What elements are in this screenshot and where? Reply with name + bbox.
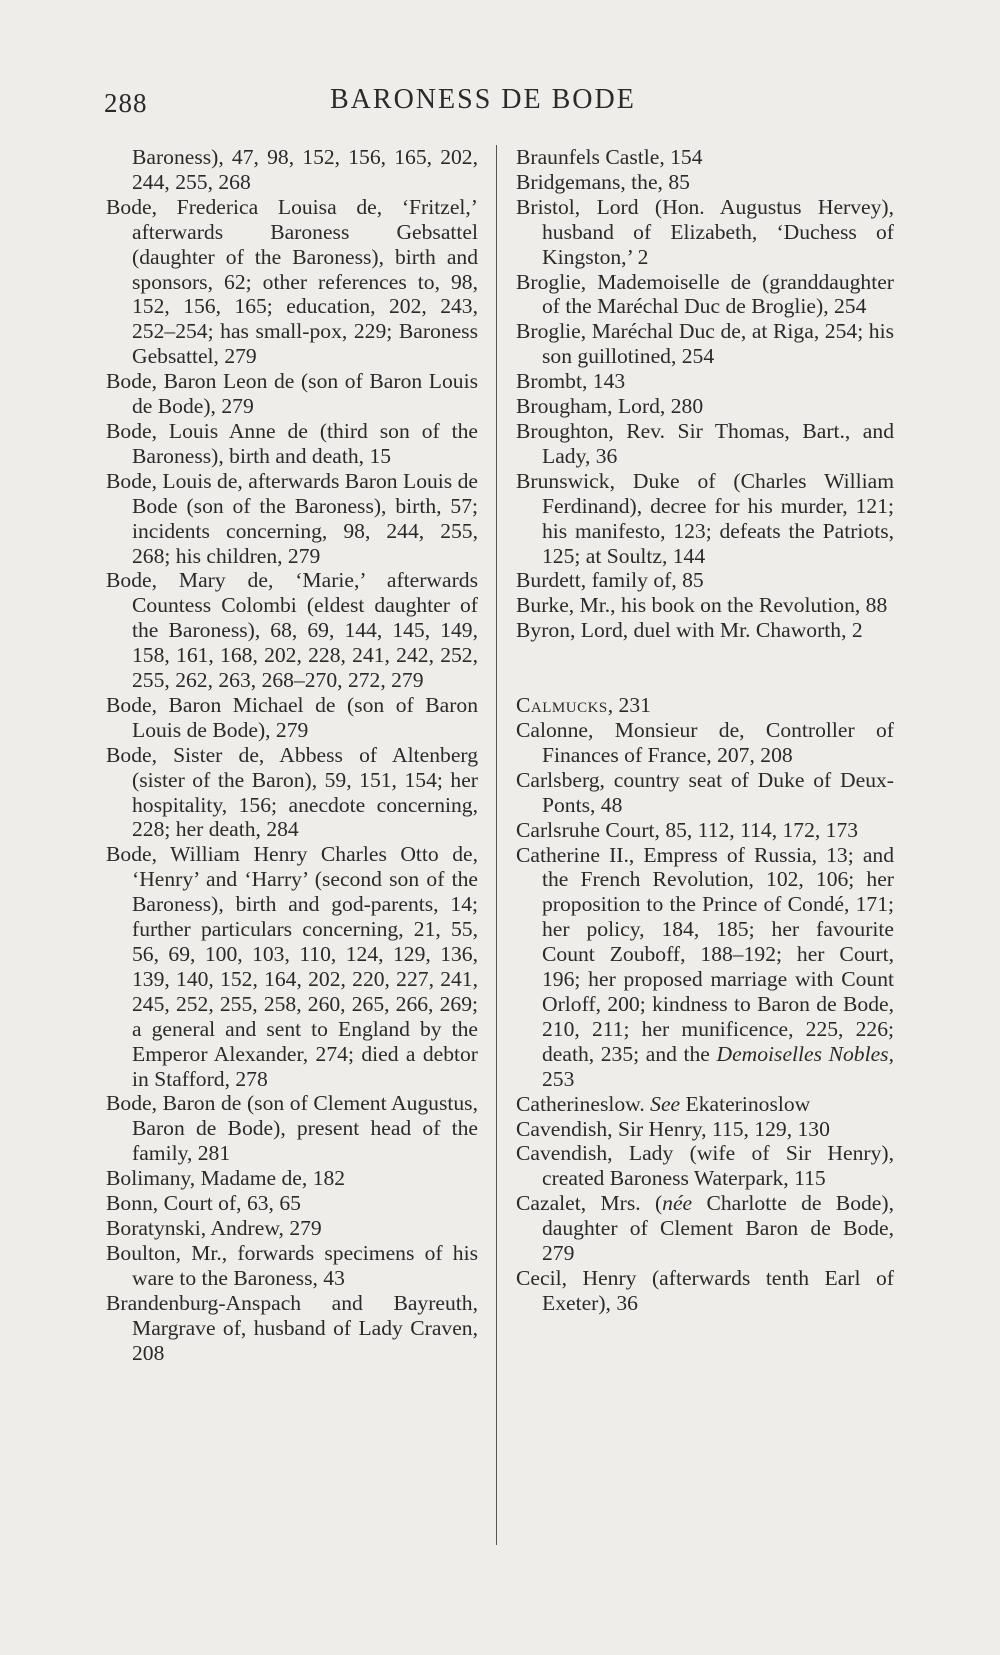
index-column-right xyxy=(516,145,894,1316)
index-entry: Byron, Lord, duel with Mr. Chaworth, 2 xyxy=(516,618,863,643)
entry-text: Cazalet, Mrs. ( xyxy=(516,1191,663,1216)
index-entry-section-start xyxy=(516,693,894,718)
index-entry xyxy=(516,1092,894,1117)
index-entry: Baroness), 47, 98, 152, 156, 165, 202, 244, 255, 268 xyxy=(132,145,478,194)
entry-italic: See xyxy=(650,1091,681,1116)
entry-italic: Demoiselles Nobles xyxy=(716,1041,889,1066)
index-entry: Broglie, Mademoiselle de (granddaughter of the Maréchal Duc de Broglie), 254 xyxy=(516,269,894,319)
index-entry: Cavendish, Lady (wife of Sir Henry), created Baroness Waterpark, 115 xyxy=(516,1141,894,1191)
index-entry: Bolimany, Madame de, 182 xyxy=(106,1166,346,1191)
entry-text: Catherine II., Empress of Russia, 13; and the French Revolution, 102, 106; her proposition to the Prince of Condé, 171; her policy, 184, 185; her favourite Count Zouboff, 188–192; her Court, 196; her proposed marriage with Count Orloff, 200; kindness to Baron de Bode, 210, 211; her munificence, 225, 226; death, 235; and the xyxy=(516,842,894,1066)
index-entry: Calonne, Monsieur de, Controller of Finances of France, 207, 208 xyxy=(516,718,894,767)
index-entry: Burke, Mr., his book on the Revolution, 88 xyxy=(516,593,888,618)
index-entry: Bode, Louis Anne de (third son of the Baroness), birth and death, 15 xyxy=(106,418,478,468)
index-entry: Broughton, Rev. Sir Thomas, Bart., and Lady, 36 xyxy=(516,418,894,468)
column-divider xyxy=(496,145,497,1545)
index-entry: Brandenburg-Anspach and Bayreuth, Margrave of, husband of Lady Craven, 208 xyxy=(106,1290,478,1365)
index-entry: Burdett, family of, 85 xyxy=(516,568,704,593)
section-gap xyxy=(516,643,894,693)
index-entry: Bode, Baron Leon de (son of Baron Louis de Bode), 279 xyxy=(106,369,478,419)
index-entry: Brougham, Lord, 280 xyxy=(516,394,704,419)
index-entry xyxy=(516,1191,894,1266)
index-entry: Bode, Sister de, Abbess of Altenberg (sister of the Baron), 59, 151, 154; her hospitality, 156; anecdote concerning, 228; her death, 284 xyxy=(106,742,478,842)
index-entry: Bode, Frederica Louisa de, ‘Fritzel,’ afterwards Baroness Gebsattel (daughter of the Baroness), birth and sponsors, 62; other references to, 98, 152, 156, 165; education, 202, 243, 252–254; has small-pox, 229; Baroness Gebsattel, 279 xyxy=(106,194,478,369)
running-title: BARONESS DE BODE xyxy=(330,84,636,115)
index-entry: Carlsruhe Court, 85, 112, 114, 172, 173 xyxy=(516,817,859,842)
section-head: Calmucks xyxy=(516,693,608,718)
page-number: 288 xyxy=(104,88,148,118)
index-entry: Carlsberg, country seat of Duke of Deux-Ponts, 48 xyxy=(516,767,894,817)
index-entry: Bonn, Court of, 63, 65 xyxy=(106,1191,301,1216)
index-entry: Braunfels Castle, 154 xyxy=(516,145,703,169)
index-entry: Boratynski, Andrew, 279 xyxy=(106,1215,322,1240)
index-entry: Bode, Baron Michael de (son of Baron Louis de Bode), 279 xyxy=(106,692,478,742)
index-entry: Bode, Mary de, ‘Marie,’ afterwards Countess Colombi (eldest daughter of the Baroness), 68, 69, 144, 145, 149, 158, 161, 168, 202, 228, 241, 242, 252, 255, 262, 263, 268–270, 272, 279 xyxy=(106,568,478,693)
entry-text: , 231 xyxy=(607,693,651,718)
entry-tail: , 253 xyxy=(542,1041,894,1091)
index-entry: Brombt, 143 xyxy=(516,369,626,394)
index-entry: Bridgemans, the, 85 xyxy=(516,169,690,194)
index-column-left xyxy=(106,145,478,1365)
index-entry: Boulton, Mr., forwards specimens of his ware to the Baroness, 43 xyxy=(106,1240,478,1290)
index-entry: Bode, Louis de, afterwards Baron Louis de Bode (son of the Baroness), birth, 57; incidents concerning, 98, 244, 255, 268; his children, 279 xyxy=(106,468,478,568)
index-entry: Bristol, Lord (Hon. Augustus Hervey), husband of Elizabeth, ‘Duchess of Kingston,’ 2 xyxy=(516,194,894,269)
index-entry xyxy=(516,843,894,1092)
index-entry: Bode, William Henry Charles Otto de, ‘Henry’ and ‘Harry’ (second son of the Baroness), birth and god-parents, 14; further particulars concerning, 21, 55, 56, 69, 100, 103, 110, 124, 129, 136, 139, 140, 152, 164, 202, 220, 227, 241, 245, 252, 255, 258, 260, 265, 266, 269; a general and sent to England by the Emperor Alexander, 274; died a debtor in Stafford, 278 xyxy=(106,842,478,1091)
index-entry: Broglie, Maréchal Duc de, at Riga, 254; his son guillotined, 254 xyxy=(516,319,894,369)
entry-tail: Charlotte de Bode), daughter of Clement Baron de Bode, 279 xyxy=(542,1191,894,1266)
entry-italic: née xyxy=(662,1191,693,1216)
index-entry: Bode, Baron de (son of Clement Augustus, Baron de Bode), present head of the family, 281 xyxy=(106,1091,478,1166)
index-entry: Cecil, Henry (afterwards tenth Earl of Exeter), 36 xyxy=(516,1265,894,1315)
index-entry: Cavendish, Sir Henry, 115, 129, 130 xyxy=(516,1116,830,1141)
index-entry: Brunswick, Duke of (Charles William Ferdinand), decree for his murder, 121; his manifesto, 123; defeats the Patriots, 125; at Soultz, 144 xyxy=(516,468,894,568)
entry-tail: Ekaterinoslow xyxy=(680,1091,811,1116)
entry-text: Catherineslow. xyxy=(516,1091,651,1116)
